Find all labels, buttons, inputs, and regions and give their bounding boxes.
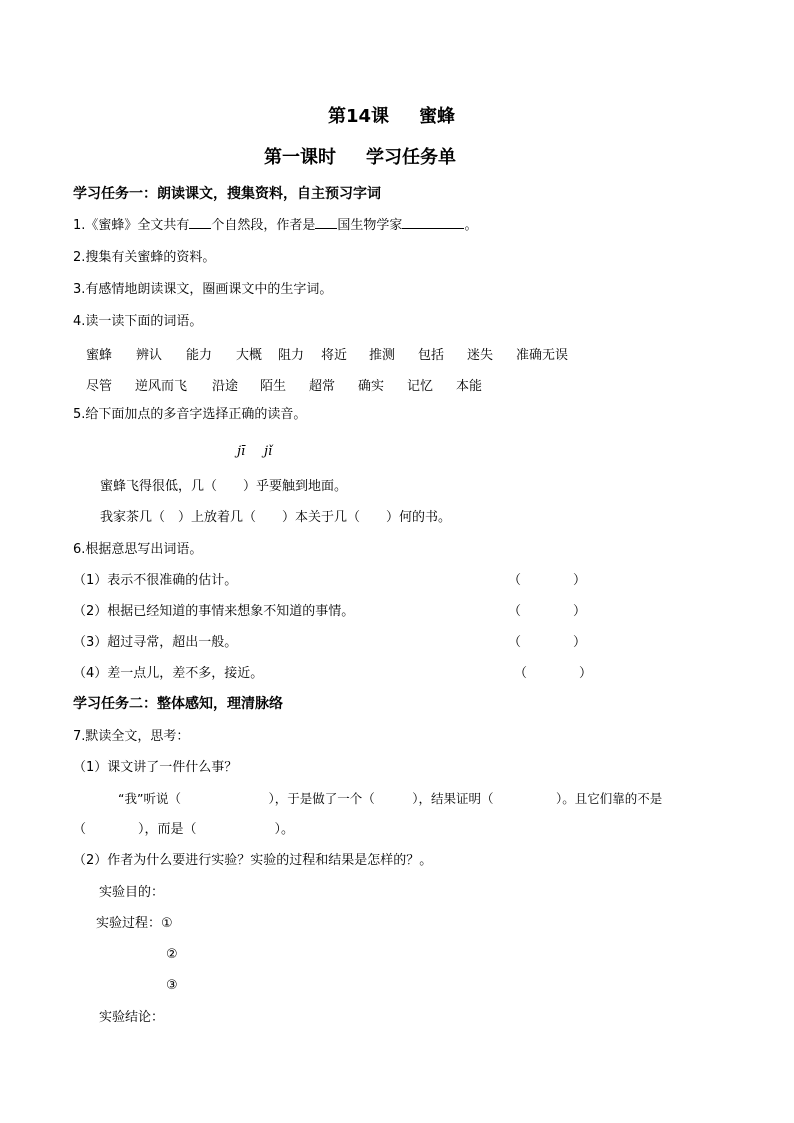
vocab-word: 包括 xyxy=(418,348,445,363)
blank-paragraph-count[interactable] xyxy=(189,227,211,229)
vocab-word: 记忆 xyxy=(407,379,434,394)
vocab-word: 将近 xyxy=(321,348,348,363)
lesson-name: 蜜蜂 xyxy=(419,106,456,127)
question-4-prompt: 4.读一读下面的词语。 xyxy=(73,314,203,329)
q6-answer-2[interactable]: （ ） xyxy=(508,604,587,619)
vocab-word: 迷失 xyxy=(467,348,494,363)
vocab-word: 本能 xyxy=(456,379,483,394)
q1-part-a: 1.《蜜蜂》全文共有 xyxy=(73,218,190,233)
sheet-subtitle xyxy=(264,147,456,169)
q5-sentence-2: 我家茶几（ ）上放着几（ ）本关于几（ ）何的书。 xyxy=(100,510,452,525)
q7-fill-line-1: “我”听说（ ），于是做了一个（ ），结果证明（ ）。且它们靠的不是 xyxy=(118,791,663,806)
vocab-word: 蜜蜂 xyxy=(86,348,113,363)
vocab-word: 逆风而飞 xyxy=(135,379,188,394)
q7-sub-2: （2）作者为什么要进行实验？实验的过程和结果是怎样的？。 xyxy=(73,853,433,868)
vocab-row-1 xyxy=(86,344,568,363)
experiment-step-3: ③ xyxy=(166,978,178,993)
lesson-title xyxy=(328,106,455,128)
q5-sentence-1: 蜜蜂飞得很低，几（ ）乎要触到地面。 xyxy=(100,479,348,494)
q7-fill-line-2: （ ），而是（ ）。 xyxy=(73,822,295,837)
vocab-word: 推测 xyxy=(369,348,396,363)
q6-item-3: （3）超过寻常，超出一般。 xyxy=(73,635,238,650)
question-1 xyxy=(73,218,477,234)
q1-part-d: 。 xyxy=(464,218,478,233)
experiment-conclusion-label: 实验结论： xyxy=(99,1010,165,1025)
q6-item-4: （4）差一点儿，差不多，接近。 xyxy=(73,666,264,681)
experiment-step-2: ② xyxy=(166,947,178,962)
vocab-word: 辨认 xyxy=(136,348,163,363)
q1-part-b: 个自然段，作者是 xyxy=(211,218,316,233)
sheet-name: 学习任务单 xyxy=(366,147,456,168)
q7-sub-1: （1）课文讲了一件什么事？ xyxy=(73,760,238,775)
lesson-number: 第14课 xyxy=(328,106,390,127)
q6-item-1: （1）表示不很准确的估计。 xyxy=(73,573,238,588)
question-5-prompt: 5.给下面加点的多音字选择正确的读音。 xyxy=(73,407,307,422)
vocab-word: 能力 xyxy=(186,348,213,363)
q6-answer-4[interactable]: （ ） xyxy=(514,666,593,681)
task2-heading: 学习任务二：整体感知，理清脉络 xyxy=(73,696,283,712)
class-period: 第一课时 xyxy=(264,147,336,168)
vocab-word: 尽管 xyxy=(86,379,113,394)
experiment-process-label: 实验过程：① xyxy=(96,916,173,931)
blank-country[interactable] xyxy=(315,227,337,229)
q1-part-c: 国生物学家 xyxy=(337,218,403,233)
vocab-row-2 xyxy=(86,375,482,394)
question-6-prompt: 6.根据意思写出词语。 xyxy=(73,542,203,557)
q6-answer-3[interactable]: （ ） xyxy=(508,635,587,650)
blank-author[interactable] xyxy=(402,227,464,229)
q6-item-2: （2）根据已经知道的事情来想象不知道的事情。 xyxy=(73,604,355,619)
experiment-purpose-label: 实验目的： xyxy=(99,885,165,900)
task1-heading: 学习任务一：朗读课文，搜集资料，自主预习字词 xyxy=(73,186,381,202)
question-7-prompt: 7.默读全文，思考： xyxy=(73,729,190,744)
question-2: 2.搜集有关蜜蜂的资料。 xyxy=(73,250,216,265)
vocab-word: 沿途 xyxy=(212,379,239,394)
vocab-word: 确实 xyxy=(358,379,385,394)
pinyin-option-ji3: jǐ xyxy=(264,444,273,459)
q6-answer-1[interactable]: （ ） xyxy=(508,573,587,588)
vocab-word: 阻力 xyxy=(278,348,305,363)
pinyin-option-ji1: jī xyxy=(237,444,246,459)
vocab-word: 准确无误 xyxy=(516,348,569,363)
vocab-word: 超常 xyxy=(309,379,336,394)
vocab-word: 大概 xyxy=(236,348,263,363)
question-3: 3.有感情地朗读课文，圈画课文中的生字词。 xyxy=(73,282,333,297)
vocab-word: 陌生 xyxy=(260,379,287,394)
